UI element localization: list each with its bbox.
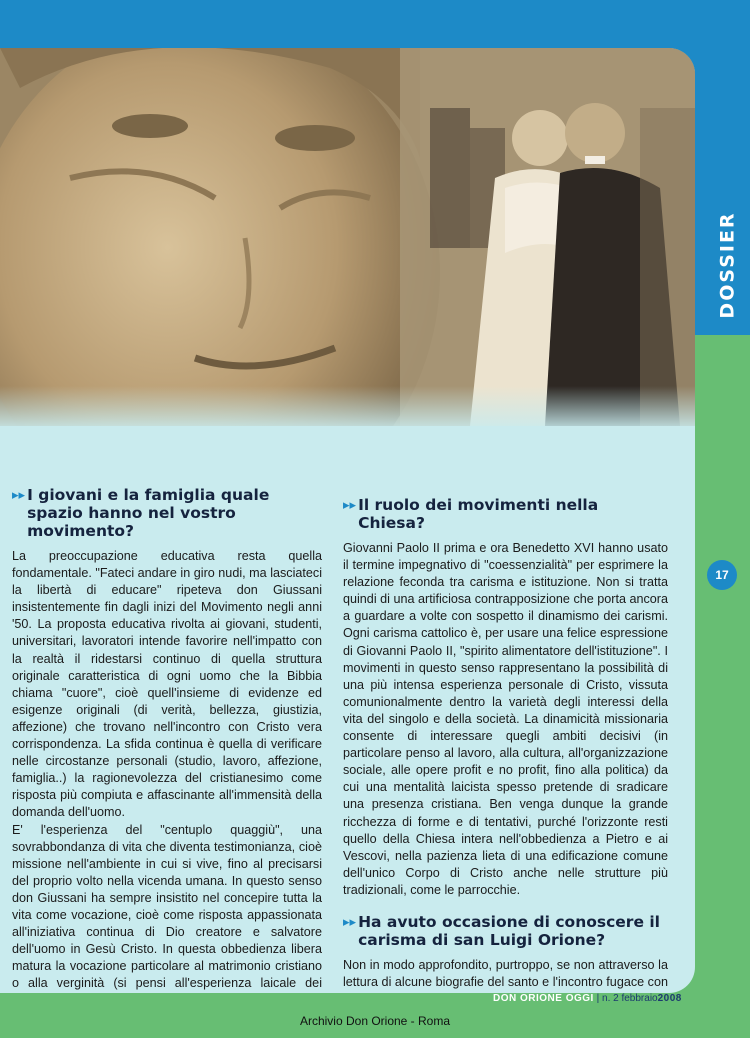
right-heading-2-text: Ha avuto occasione di conoscere il carisma di san Luigi Orione? — [358, 912, 660, 949]
left-heading-text: I giovani e la famiglia quale spazio hanno nel vostro movimento? — [27, 486, 270, 540]
left-paragraph-2: E' l'esperienza del "centuplo quaggiù", una sovrabbondanza di vita che diventa testimonianza, cioè missione nell'ambiente in cui si vive, fino al precisarsi del proprio volto nella vicenda umana. In questo senso don Giussani ha sempre insistito nel concepire tutta la vita come vocazione, cioè come risposta appassionata all'iniziativa continua di Dio creatore e salvatore dell'uomo in Gesù Cristo. In questa obbedienza libera matura la vocazione particolare al matrimonio cristiano o alla verginità (si pensi all'esperienza laicale dei — [12, 822, 322, 991]
photo-illustration — [0, 48, 695, 426]
footer-masthead — [493, 993, 713, 1011]
left-heading — [12, 486, 322, 540]
right-heading-2 — [343, 913, 668, 949]
section-tab-label: DOSSIER — [717, 211, 739, 319]
double-arrow-icon: ▸▸ — [12, 488, 26, 503]
spacer — [343, 899, 668, 913]
double-arrow-icon: ▸▸ — [343, 498, 357, 513]
issue-year: 2008 — [657, 993, 682, 1004]
page-number: 17 — [707, 560, 737, 590]
left-column — [12, 486, 322, 993]
issue-label: | n. 2 febbraio — [596, 993, 658, 1004]
section-tab — [706, 195, 750, 335]
right-paragraph-2: Non in modo approfondito, purtroppo, se non attraverso la lettura di alcune biografie del santo e l'incontro fugace con — [343, 957, 668, 990]
magazine-name: DON ORIONE OGGI — [493, 993, 594, 1004]
right-paragraph-1: Giovanni Paolo II prima e ora Benedetto XVI hanno usato il termine impegnativo di "coessenzialità" per esprimere la relazione feconda tra carisma e istituzione. Non si tratta quindi di una artificiosa contrapposizione che porta ancora a guardare a volte con sospetto il dinamismo dei carismi. Ogni carisma cattolico è, per usare una felice espressione di Giovanni Paolo II, "spirito alimentatore dell'istituzione". I movimenti in questo senso rappresentano la possibilità di una più intensa esperienza personale di Cristo, vissuta comunionalmente dentro la varietà degli interessi della vita del singolo e della società. La dinamicità missionaria consente di interessare quegli ambiti decisivi (in particolare penso al lavoro, alla cultura, all'organizzazione sociale, alle opere profit e no profit, fino alla politica) da cui una mentalità laicista spesso pretende di sradicare una presenza cristiana. Ben venga dunque la grande ricchezza di forme e di tentativi, purché l'orizzonte resti quello della Chiesa intera nell'obbedienza a Pietro e ai Vescovi, nella pazienza lieta di una edificazione comune dell'unico Corpo di Cristo anche nelle strutture più tradizionali, come le parrocchie. — [343, 541, 668, 897]
archive-caption: Archivio Don Orione - Roma — [299, 1014, 451, 1028]
right-heading-1-text: Il ruolo dei movimenti nella Chiesa? — [358, 496, 599, 532]
right-heading-1 — [343, 496, 668, 532]
double-arrow-icon: ▸▸ — [343, 914, 357, 930]
header-photo — [0, 48, 695, 426]
article-panel — [0, 48, 695, 993]
right-column — [343, 496, 668, 993]
left-paragraph-1: La preoccupazione educativa resta quella fondamentale. "Fateci andare in giro nudi, ma lasciateci la libertà di educare" ripeteva don Giussani insistentemente fin dagli inizi del Movimento negli anni '50. La proposta educativa rivolta ai giovani, studenti, universitari, lavoratori intende favorire nell'impatto con la realtà il ridestarsi continuo di quella struttura originale caratteristica di ogni uomo che la Bibbia chiama "cuore", cioè quell'insieme di evidenze ed esigenze originali (di verità, bellezza, giustizia, affezione) che trovano nell'incontro con Cristo vera corrispondenza. La sfida continua è quella di verificare nelle circostanze personali (studio, lavoro, affezione, famiglia..) la ragionevolezza del cristianesimo come risposta più compiuta e affascinante all'immensità della domanda dell'uomo. — [12, 549, 322, 820]
photo-fade — [0, 386, 695, 426]
